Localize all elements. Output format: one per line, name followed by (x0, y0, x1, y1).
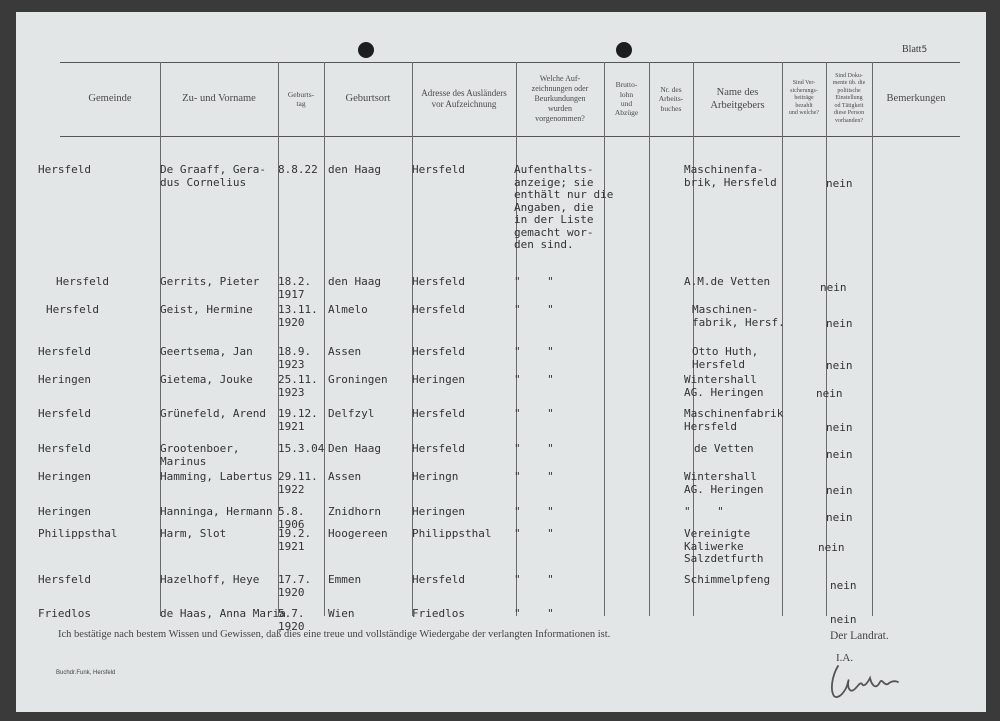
cell-name: Hanninga, Hermann (160, 505, 273, 518)
cell-adresse: Friedlos (412, 607, 465, 620)
cell-name: Gietema, Jouke (160, 373, 253, 386)
cell-gemeinde: Hersfeld (38, 442, 91, 455)
cell-geburtsort: Groningen (328, 373, 388, 386)
attestation-text: Ich bestätige nach bestem Wissen und Gewissen, daß dies eine treue und vollständige Wiedergabe der verlangten Informationen ist. (58, 629, 611, 640)
cell-gemeinde: Heringen (38, 470, 91, 483)
cell-aufzeichnung: " " (514, 607, 554, 620)
cell-adresse: Heringen (412, 373, 465, 386)
column-header: Welche Auf- zeichnungen oder Beurkundungen wurden vorgenommen? (531, 74, 589, 123)
cell-aufzeichnung: " " (514, 407, 554, 420)
column-header: Name des Arbeitgebers (710, 86, 765, 111)
cell-adresse: Heringen (412, 505, 465, 518)
cell-gemeinde: Philippsthal (38, 527, 118, 540)
cell-arbeitgeber: Schimmelpfeng (684, 573, 771, 586)
table-top-rule (60, 62, 960, 63)
column-header: Gemeinde (88, 93, 132, 105)
column-header: Sind Ver- sicherungs- beiträge bezahlt und welche? (788, 80, 820, 117)
column-rule (324, 62, 325, 616)
cell-aufzeichnung: " " (514, 505, 554, 518)
column-header: Nr. des Arbeits- buches (658, 84, 684, 113)
cell-geburtstag: 19.12. 1921 (278, 407, 318, 433)
cell-geburtstag: 25.11. 1923 (278, 373, 318, 399)
cell-gemeinde: Heringen (38, 505, 91, 518)
cell-geburtsort: Almelo (328, 303, 368, 316)
cell-dokumente: nein (826, 448, 853, 461)
cell-name: De Graaff, Gera- dus Cornelius (160, 163, 266, 189)
cell-adresse: Hersfeld (412, 407, 465, 420)
cell-gemeinde: Hersfeld (56, 275, 109, 288)
cell-arbeitgeber: A.M.de Vetten (684, 275, 771, 288)
cell-aufzeichnung: " " (514, 345, 554, 358)
cell-arbeitgeber: Wintershall AG. Heringen (684, 470, 764, 496)
cell-geburtsort: Assen (328, 345, 362, 358)
cell-dokumente: nein (826, 359, 853, 372)
cell-geburtstag: 18.2. 1917 (278, 275, 312, 301)
cell-gemeinde: Heringen (38, 373, 91, 386)
cell-gemeinde: Hersfeld (38, 345, 91, 358)
cell-dokumente: nein (816, 387, 843, 400)
sheet-number: 5 (921, 45, 928, 55)
cell-adresse: Heringn (412, 470, 459, 483)
punch-hole-left (358, 42, 374, 58)
cell-adresse: Hersfeld (412, 275, 465, 288)
cell-name: Geist, Hermine (160, 303, 253, 316)
cell-adresse: Hersfeld (412, 303, 465, 316)
cell-geburtstag: 5.8. 1906 (278, 505, 305, 531)
cell-arbeitgeber: de Vetten (694, 442, 754, 455)
cell-arbeitgeber: Otto Huth, Hersfeld (692, 345, 759, 371)
cell-dokumente: nein (826, 177, 853, 190)
cell-geburtsort: Delfzyl (328, 407, 375, 420)
cell-arbeitgeber: Maschinen- fabrik, Hersf. (692, 303, 785, 329)
cell-geburtsort: den Haag (328, 163, 381, 176)
cell-adresse: Hersfeld (412, 442, 465, 455)
cell-adresse: Hersfeld (412, 163, 465, 176)
sheet-number-label (902, 44, 927, 55)
cell-geburtsort: Wien (328, 607, 355, 620)
cell-arbeitgeber: Vereinigte Kaliwerke Salzdetfurth (684, 527, 764, 565)
cell-name: Geertsema, Jan (160, 345, 253, 358)
punch-hole-right (616, 42, 632, 58)
cell-dokumente: nein (826, 511, 853, 524)
cell-geburtsort: Assen (328, 470, 362, 483)
cell-name: Harm, Slot (160, 527, 227, 540)
printer-imprint: Buchdr.Funk, Hersfeld (56, 670, 116, 676)
cell-arbeitgeber: Maschinenfabrik Hersfeld (684, 407, 784, 433)
cell-aufzeichnung: " " (514, 470, 554, 483)
cell-name: Grünefeld, Arend (160, 407, 266, 420)
column-header: Zu- und Vorname (182, 93, 256, 105)
signature-mark (824, 660, 904, 702)
cell-aufzeichnung: " " (514, 303, 554, 316)
cell-arbeitgeber: " " (684, 505, 724, 518)
cell-name: Gerrits, Pieter (160, 275, 260, 288)
cell-dokumente: nein (826, 317, 853, 330)
column-rule (872, 62, 873, 616)
cell-adresse: Philippsthal (412, 527, 492, 540)
cell-aufzeichnung: Aufenthalts- anzeige; sie enthält nur die Angaben, die in der Liste gemacht wor- den sind. (514, 163, 614, 251)
cell-name: Hazelhoff, Heye (160, 573, 260, 586)
cell-name: Grootenboer, Marinus (160, 442, 240, 468)
cell-name: de Haas, Anna Maria (160, 607, 286, 620)
landrat-label: Der Landrat. (830, 630, 889, 642)
cell-dokumente: nein (818, 541, 845, 554)
cell-gemeinde: Hersfeld (38, 573, 91, 586)
cell-gemeinde: Friedlos (38, 607, 91, 620)
cell-dokumente: nein (826, 421, 853, 434)
table-header-rule (60, 136, 960, 137)
column-header: Sind Doku- mente üb. die politische Einstellung od Tätigkeit diese Person vorhanden? (832, 72, 866, 124)
cell-gemeinde: Hersfeld (46, 303, 99, 316)
cell-aufzeichnung: " " (514, 442, 554, 455)
cell-name: Hamming, Labertus (160, 470, 273, 483)
cell-geburtsort: Emmen (328, 573, 362, 586)
sheet-label: Blatt (902, 44, 922, 55)
column-header: Geburtsort (345, 93, 391, 105)
cell-aufzeichnung: " " (514, 573, 554, 586)
cell-dokumente: nein (820, 281, 847, 294)
cell-geburtsort: Znidhorn (328, 505, 381, 518)
cell-dokumente: nein (830, 579, 857, 592)
cell-gemeinde: Hersfeld (38, 407, 91, 420)
cell-geburtstag: 5.7. 1920 (278, 607, 305, 633)
cell-aufzeichnung: " " (514, 373, 554, 386)
column-header: Geburts- tag (287, 89, 315, 108)
column-rule (782, 62, 783, 616)
column-header: Adresse des Ausländers vor Aufzeichnung (421, 87, 507, 109)
cell-aufzeichnung: " " (514, 275, 554, 288)
cell-arbeitgeber: Maschinenfa- brik, Hersfeld (684, 163, 777, 189)
cell-arbeitgeber: Wintershall AG. Heringen (684, 373, 764, 399)
cell-geburtstag: 8.8.22 (278, 163, 318, 176)
cell-adresse: Hersfeld (412, 573, 465, 586)
im-auftrag-label: I.A. (836, 652, 854, 664)
document-sheet (16, 12, 986, 712)
cell-geburtstag: 15.3.04 (278, 442, 325, 455)
column-rule (826, 62, 827, 616)
cell-geburtstag: 17.7. 1920 (278, 573, 312, 599)
cell-geburtsort: Den Haag (328, 442, 381, 455)
cell-geburtstag: 13.11. 1920 (278, 303, 318, 329)
column-rule (604, 62, 605, 616)
column-rule (649, 62, 650, 616)
cell-geburtstag: 19.2. 1921 (278, 527, 312, 553)
cell-geburtsort: Hoogereen (328, 527, 388, 540)
column-header: Brutto- lohn und Abzüge (614, 80, 639, 118)
cell-dokumente: nein (826, 484, 853, 497)
cell-gemeinde: Hersfeld (38, 163, 91, 176)
cell-geburtstag: 29.11. 1922 (278, 470, 318, 496)
cell-aufzeichnung: " " (514, 527, 554, 540)
cell-dokumente: nein (830, 613, 857, 626)
column-header: Bemerkungen (886, 93, 946, 105)
cell-adresse: Hersfeld (412, 345, 465, 358)
cell-geburtstag: 18.9. 1923 (278, 345, 312, 371)
cell-geburtsort: den Haag (328, 275, 381, 288)
